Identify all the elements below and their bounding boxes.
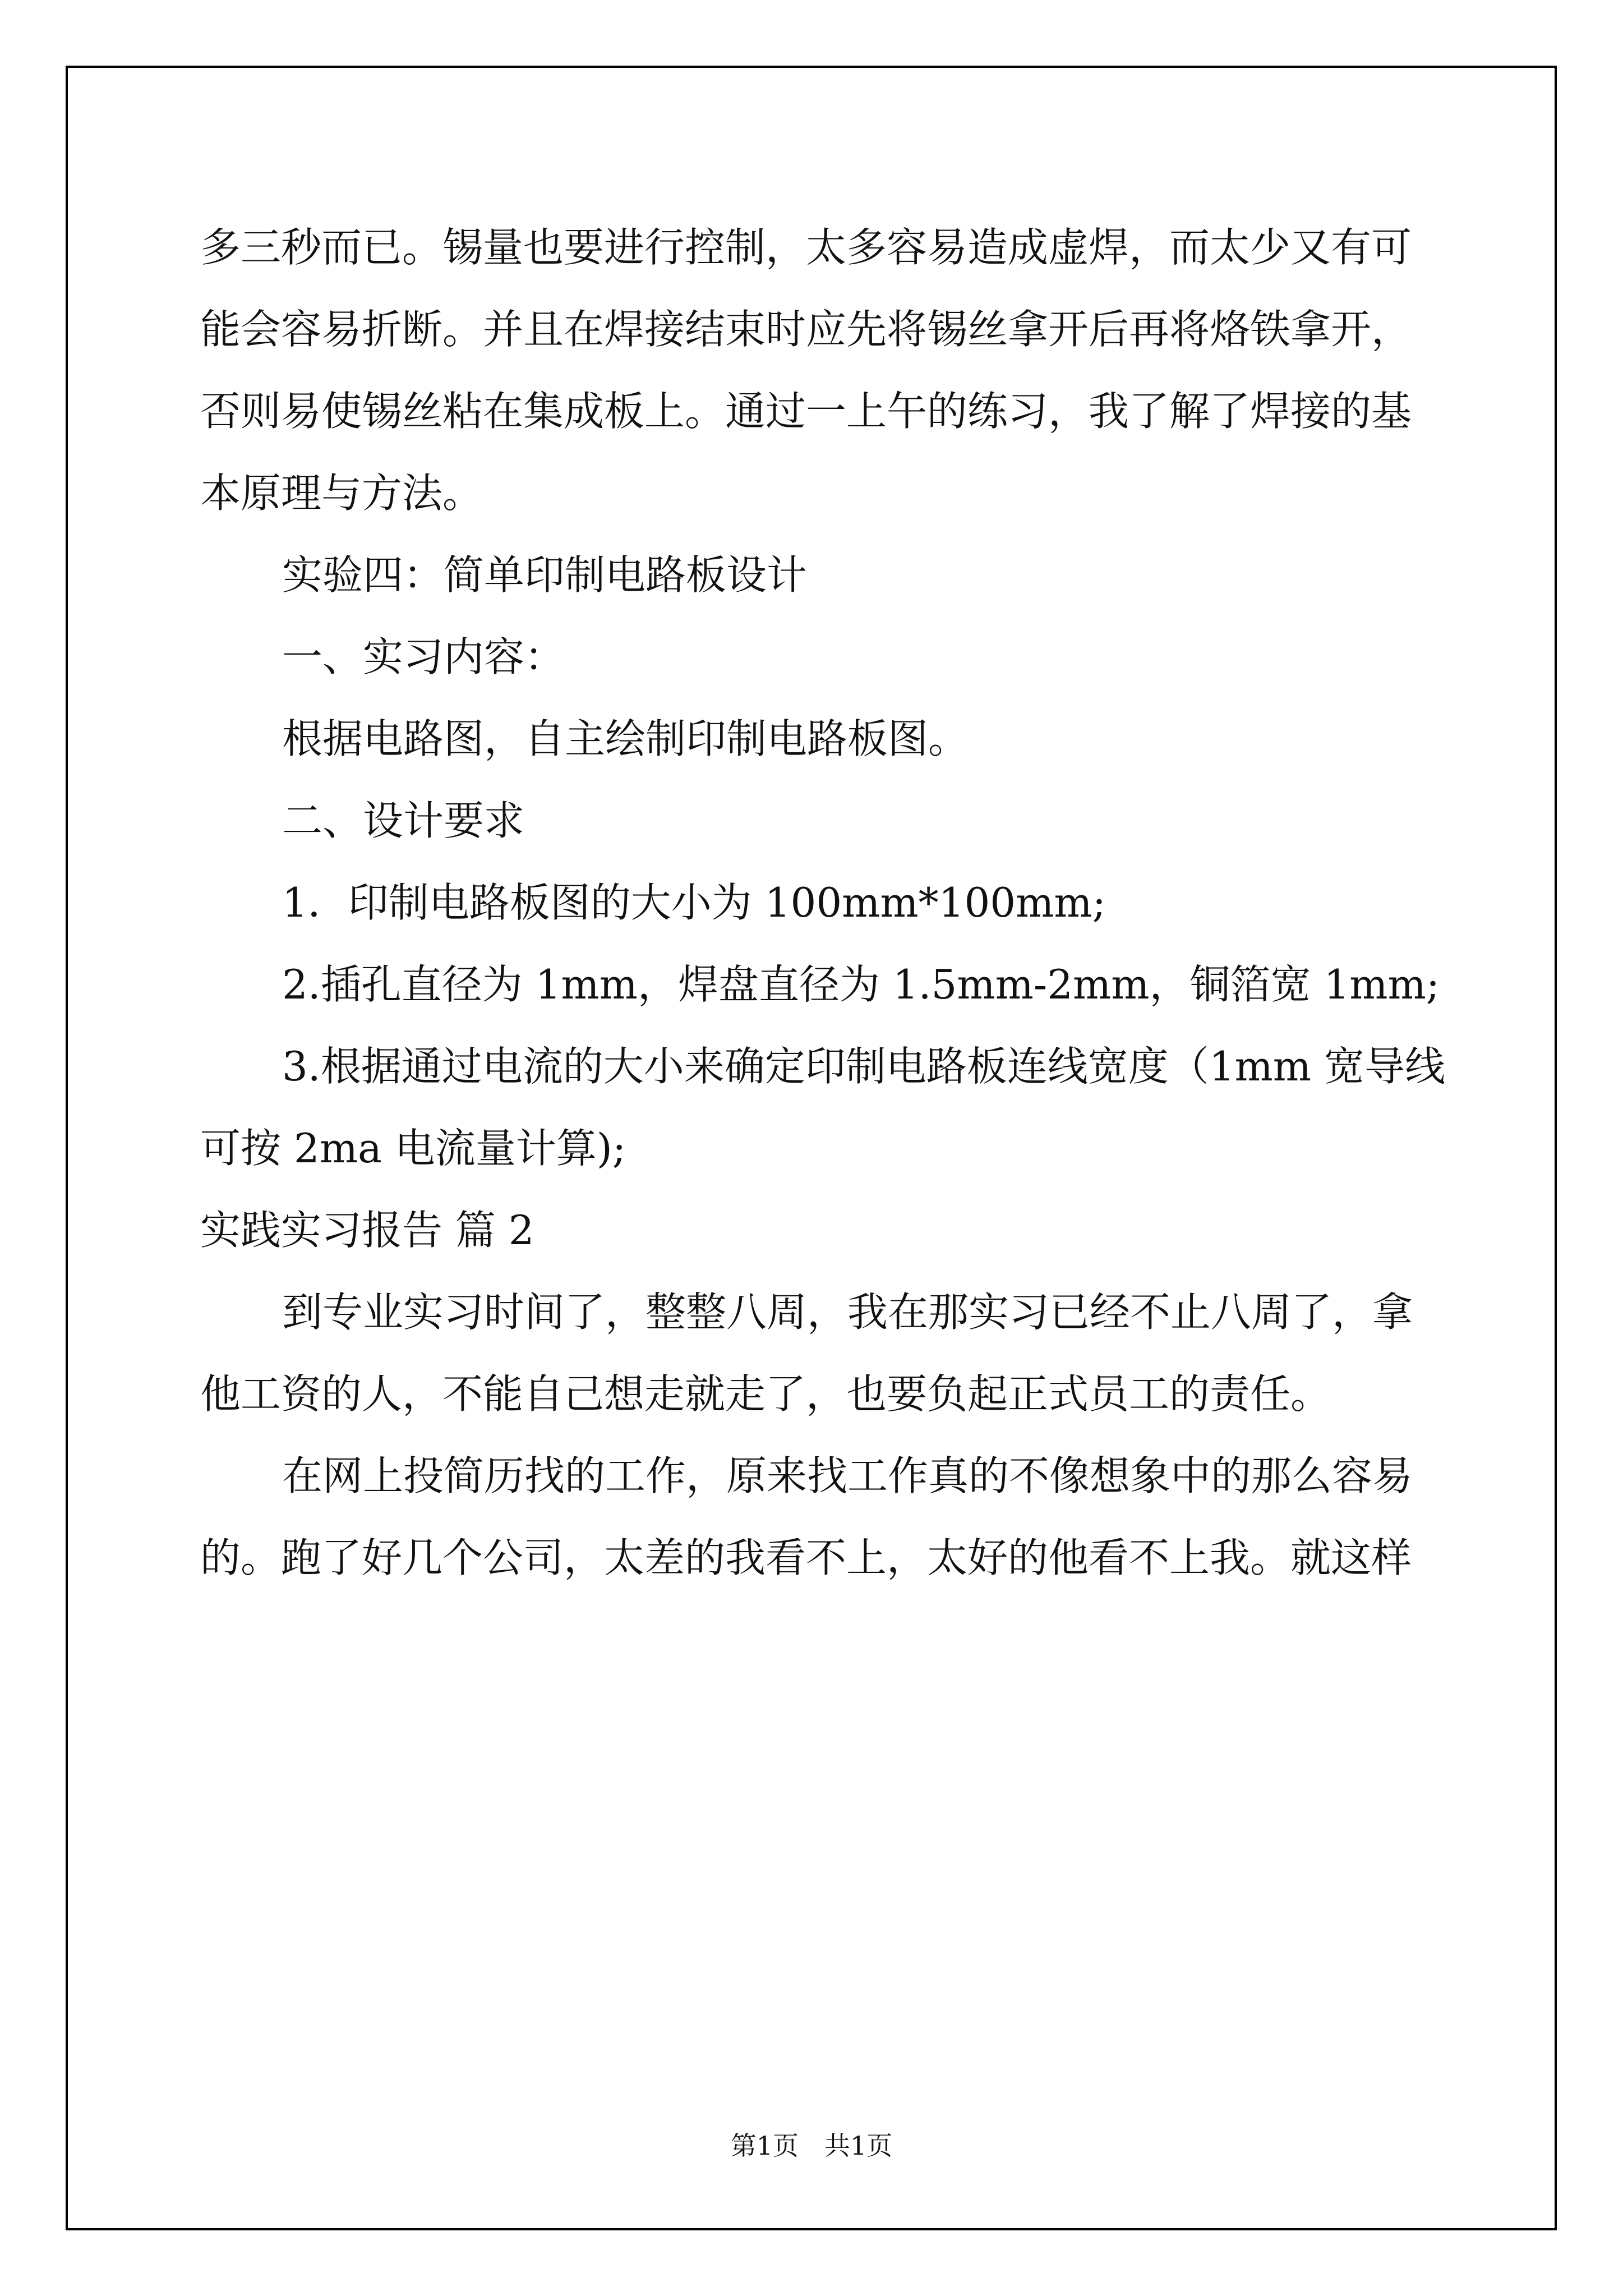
paragraph-line: 的。跑了好几个公司，太差的我看不上，太好的他看不上我。就这样 [200,1534,1412,1581]
paragraph-line: 在网上投简历找的工作，原来找工作真的不像想象中的那么容易 [282,1452,1413,1499]
paragraph-line: 到专业实习时间了，整整八周，我在那实习已经不止八周了，拿 [282,1289,1413,1336]
subsection-heading: 二、设计要求 [282,797,525,844]
paragraph-line: 多三秒而已。锡量也要进行控制，太多容易造成虚焊，而太少又有可 [200,224,1412,271]
paragraph-line: 根据电路图，自主绘制印制电路板图。 [282,715,969,762]
paragraph-line: 否则易使锡丝粘在集成板上。通过一上午的练习，我了解了焊接的基 [200,388,1412,435]
paragraph-line: 本原理与方法。 [200,470,483,517]
list-item: 2.插孔直径为 1mm，焊盘直径为 1.5mm-2mm，铜箔宽 1mm; [282,961,1440,1008]
subsection-heading: 一、实习内容： [282,633,565,680]
section-heading: 实验四：简单印制电路板设计 [282,551,808,599]
report-title: 实践实习报告 篇 2 [200,1207,534,1254]
paragraph-line: 他工资的人，不能自己想走就走了，也要负起正式员工的责任。 [200,1370,1331,1418]
paragraph-line: 能会容易折断。并且在焊接结束时应先将锡丝拿开后再将烙铁拿开， [200,306,1412,353]
list-item: 1．印制电路板图的大小为 100mm*100mm; [282,879,1106,926]
list-item-continuation: 可按 2ma 电流量计算); [200,1125,626,1172]
page-number-footer: 第1页 共1页 [730,2131,893,2161]
list-item: 3.根据通过电流的大小来确定印制电路板连线宽度（1mm 宽导线 [282,1043,1445,1090]
